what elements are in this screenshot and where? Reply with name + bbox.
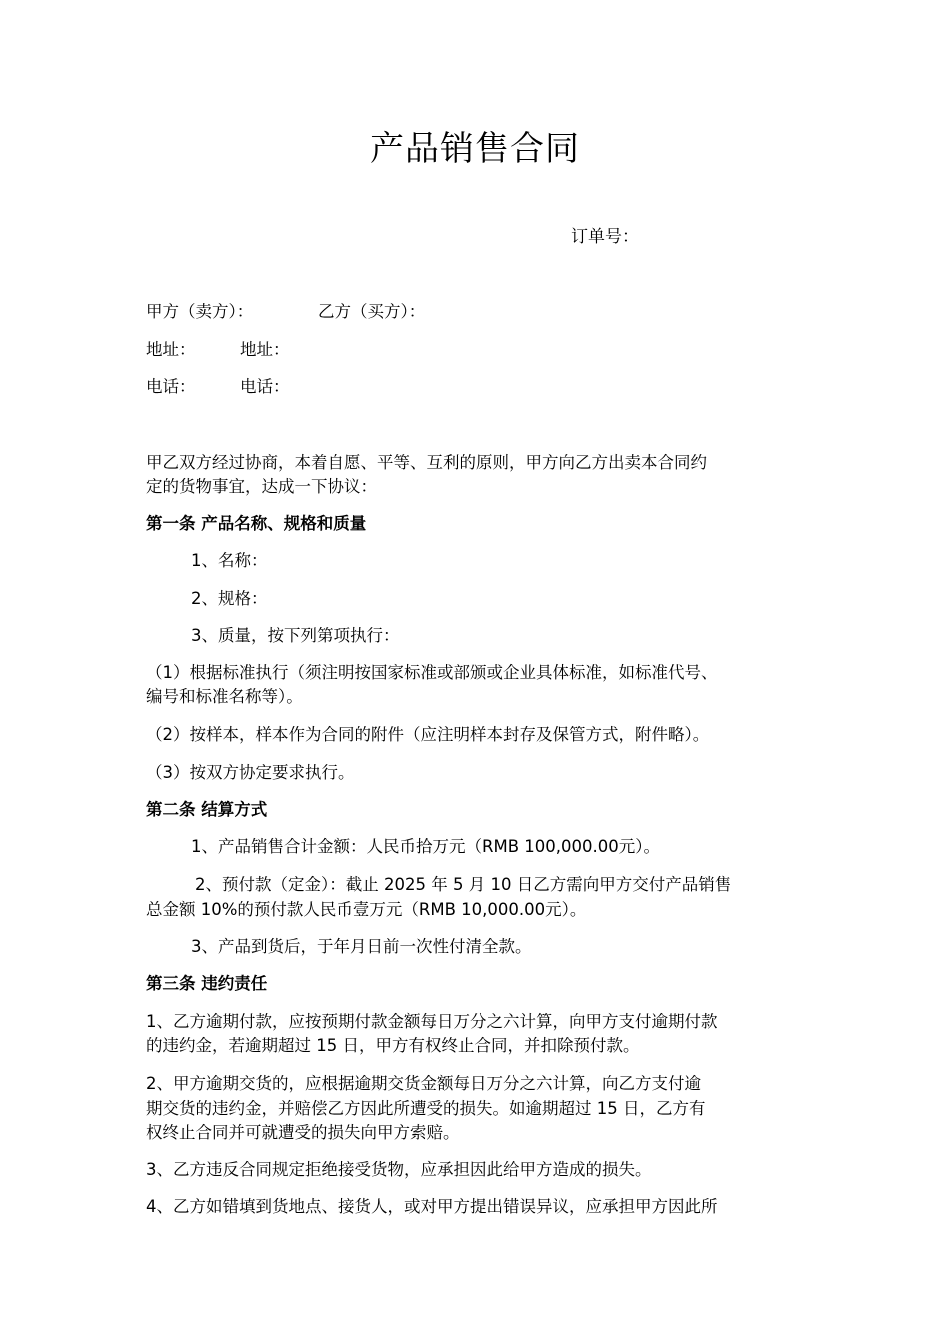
party-a-label: 甲方（卖方）：: [146, 302, 254, 321]
article-2-item-3: 3、产品到货后，于年月日前一次性付清全款。: [191, 937, 532, 956]
phone-row: [146, 374, 810, 399]
article-3-item-1-line-2: 的违约金，若逾期超过 15 日，甲方有权终止合同，并扣除预付款。: [146, 1036, 640, 1055]
party-b-address-label: 地址：: [240, 340, 290, 359]
article-2-item-1: 1、产品销售合计金额：人民币拾万元（RMB 100,000.00元）。: [191, 837, 660, 856]
article-1-sub-3: （3）按双方协定要求执行。: [146, 763, 355, 782]
article-3-item-2-line-1: 2、甲方逾期交货的，应根据逾期交货金额每日万分之六计算，向乙方支付逾: [146, 1074, 701, 1093]
party-a-address-label: 地址：: [146, 340, 196, 359]
article-1-sub-1-line-1: （1）根据标准执行（须注明按国家标准或部颁或企业具体标准，如标准代号、: [146, 663, 718, 682]
article-3-item-4: 4、乙方如错填到货地点、接货人，或对甲方提出错误异议，应承担甲方因此所: [146, 1197, 718, 1216]
article-1-sub-2: （2）按样本，样本作为合同的附件（应注明样本封存及保管方式，附件略）。: [146, 725, 710, 744]
article-2-item-2-line-2: 总金额 10%的预付款人民币壹万元（RMB 10,000.00元）。: [146, 900, 587, 919]
article-3-item-1-line-1: 1、乙方逾期付款，应按预期付款金额每日万分之六计算，向甲方支付逾期付款: [146, 1012, 718, 1031]
article-1-item-3: 3、质量，按下列第项执行：: [191, 626, 400, 645]
article-3-item-2-line-3: 权终止合同并可就遭受的损失向甲方索赔。: [146, 1123, 460, 1142]
article-2-heading: 第二条 结算方式: [146, 800, 268, 819]
article-3-heading: 第三条 违约责任: [146, 974, 268, 993]
document-title: 产品销售合同: [370, 129, 580, 169]
order-number-label: 订单号：: [571, 227, 639, 247]
party-b-phone-label: 电话：: [240, 377, 290, 396]
article-1-sub-1-line-2: 编号和标准名称等）。: [146, 687, 303, 706]
party-a-phone-label: 电话：: [146, 377, 196, 396]
article-1-item-1: 1、名称：: [191, 551, 268, 570]
article-3-item-2-line-2: 期交货的违约金，并赔偿乙方因此所遭受的损失。如逾期超过 15 日，乙方有: [146, 1099, 706, 1118]
intro-line-2: 定的货物事宜，达成一下协议：: [146, 477, 377, 496]
parties-row: [146, 299, 810, 324]
intro-line-1: 甲乙双方经过协商，本着自愿、平等、互利的原则，甲方向乙方出卖本合同约: [146, 453, 707, 472]
party-b-label: 乙方（买方）：: [318, 302, 426, 321]
article-2-item-2-line-1: 2、预付款（定金）：截止 2025 年 5 月 10 日乙方需向甲方交付产品销售: [195, 875, 732, 894]
address-row: [146, 337, 810, 362]
article-1-heading: 第一条 产品名称、规格和质量: [146, 514, 367, 533]
article-1-item-2: 2、规格：: [191, 589, 268, 608]
article-3-item-3: 3、乙方违反合同规定拒绝接受货物，应承担因此给甲方造成的损失。: [146, 1160, 652, 1179]
